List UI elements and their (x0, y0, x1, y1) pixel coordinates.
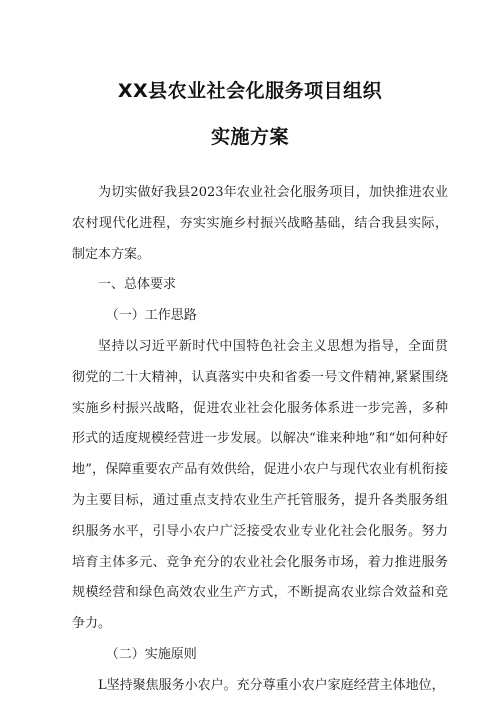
document-subtitle: 实施方案 (210, 126, 289, 148)
document-body (72, 178, 448, 702)
subsection-heading-principles: （二）实施原则 (105, 646, 197, 662)
principles-paragraph: L坚持聚焦服务小农户。充分尊重小农户家庭经营主体地位， (98, 677, 445, 693)
intro-paragraph: 为切实做好我县2023年农业社会化服务项目，加快推进农业农村现代化进程，夯实实施乡村振兴战略基础，结合我县实际，制定本方案。 (72, 185, 448, 262)
subsection-heading-work-approach: （一）工作思路 (105, 308, 197, 324)
work-approach-paragraph: 坚持以习近平新时代中国特色社会主义思想为指导，全面贯彻党的二十大精神，认真落实中央和省委一号文件精神,紧紧围绕实施乡村振兴战略，促进农业社会化服务体系进一步完善，多种形式的适度规模经营进一步发展。以解决“谁来种地”和“如何种好地”，保障重要农产品有效供给，促进小农户与现代农业有机衔接为主要目标，通过重点支持农业生产托管服务，提升各类服务组织服务水平，引导小农户广泛接受农业专业化社会化服务。努力培育主体多元、竞争充分的农业社会化服务市场，着力推进服务规模经营和绿色高效农业生产方式，不断提高农业综合效益和竞争力。 (72, 338, 448, 632)
section-heading-general-requirements: 一、总体要求 (98, 277, 177, 293)
document-title: XX县农业社会化服务项目组织 (117, 80, 383, 102)
